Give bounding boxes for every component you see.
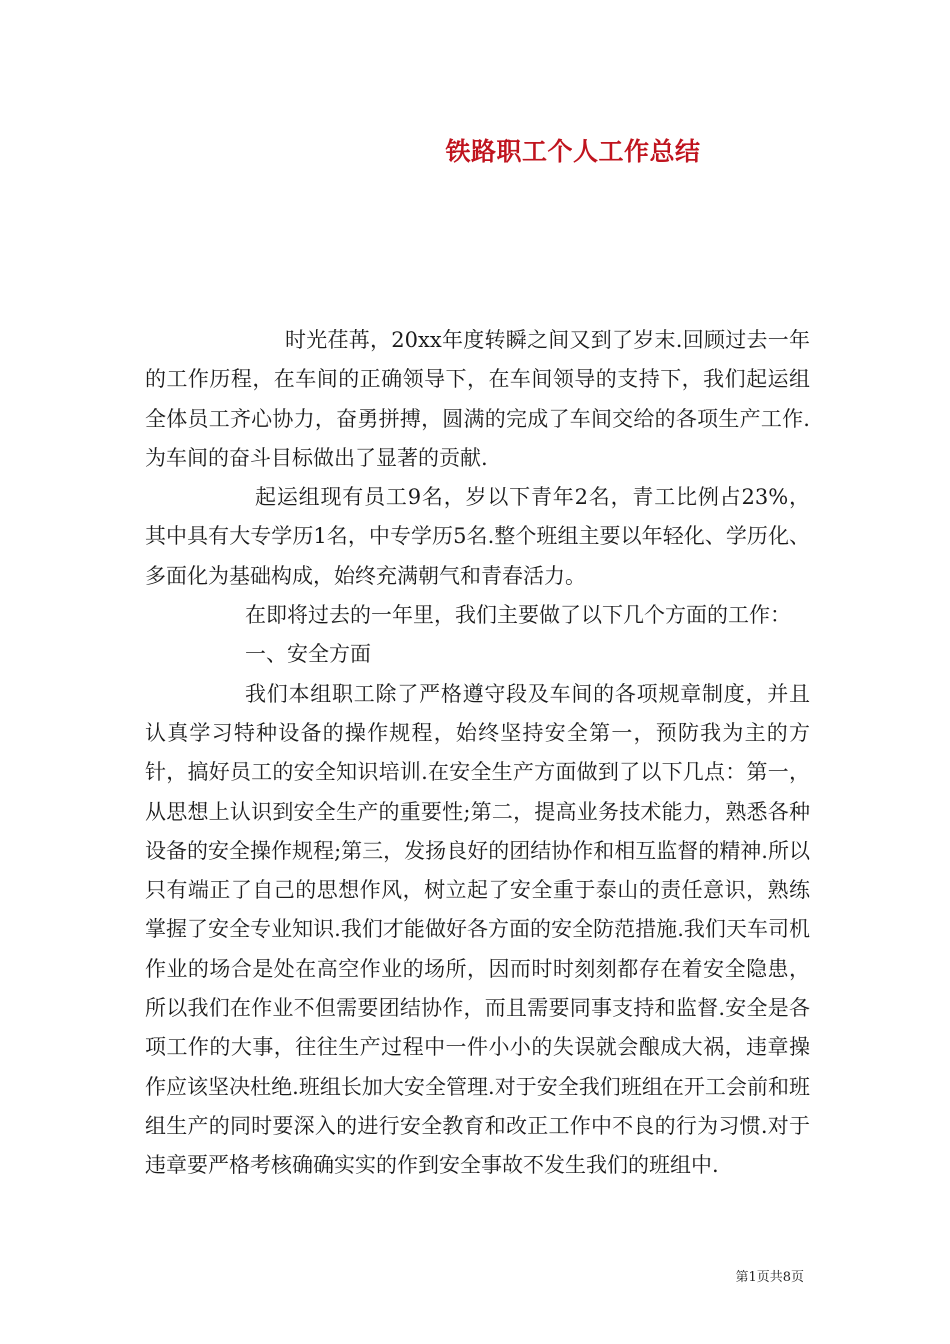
- section-heading-safety: 一、安全方面: [245, 642, 371, 667]
- paragraph-team-overview: 起运组现有员工9名，岁以下青年2名，青工比例占23%，其中具有大专学历1名，中专学历5名.整个班组主要以年轻化、学历化、多面化为基础构成，始终充满朝气和青春活力。: [145, 485, 810, 588]
- document-title: 铁路职工个人工作总结: [445, 137, 701, 166]
- paragraph-work-summary-lead: 在即将过去的一年里，我们主要做了以下几个方面的工作：: [245, 603, 791, 628]
- paragraph-safety-details: 我们本组职工除了严格遵守段及车间的各项规章制度，并且认真学习特种设备的操作规程，始终坚持安全第一，预防我为主的方针，搞好员工的安全知识培训.在安全生产方面做到了以下几点：第一，从思想上认识到安全生产的重要性;第二，提高业务技术能力，熟悉各种设备的安全操作规程;第三，发扬良好的团结协作和相互监督的精神.所以只有端正了自己的思想作风，树立起了安全重于泰山的责任意识，熟练掌握了安全专业知识.我们才能做好各方面的安全防范措施.我们天车司机作业的场合是处在高空作业的场所，因而时时刻刻都存在着安全隐患，所以我们在作业不但需要团结协作，而且需要同事支持和监督.安全是各项工作的大事，往往生产过程中一件小小的失误就会酿成大祸，违章操作应该坚决杜绝.班组长加大安全管理.对于安全我们班组在开工会前和班组生产的同时要深入的进行安全教育和改正工作中不良的行为习惯.对于违章要严格考核确确实实的作到安全事故不发生我们的班组中.: [145, 681, 810, 1178]
- page-number-footer: 第1页共8页: [735, 1270, 804, 1285]
- paragraph-intro: 时光荏苒，20xx年度转瞬之间又到了岁末.回顾过去一年的工作历程，在车间的正确领导下，在车间领导的支持下，我们起运组全体员工齐心协力，奋勇拼搏，圆满的完成了车间交给的各项生产工作.为车间的奋斗目标做出了显著的贡献.: [145, 328, 810, 470]
- document-body: [145, 321, 810, 1186]
